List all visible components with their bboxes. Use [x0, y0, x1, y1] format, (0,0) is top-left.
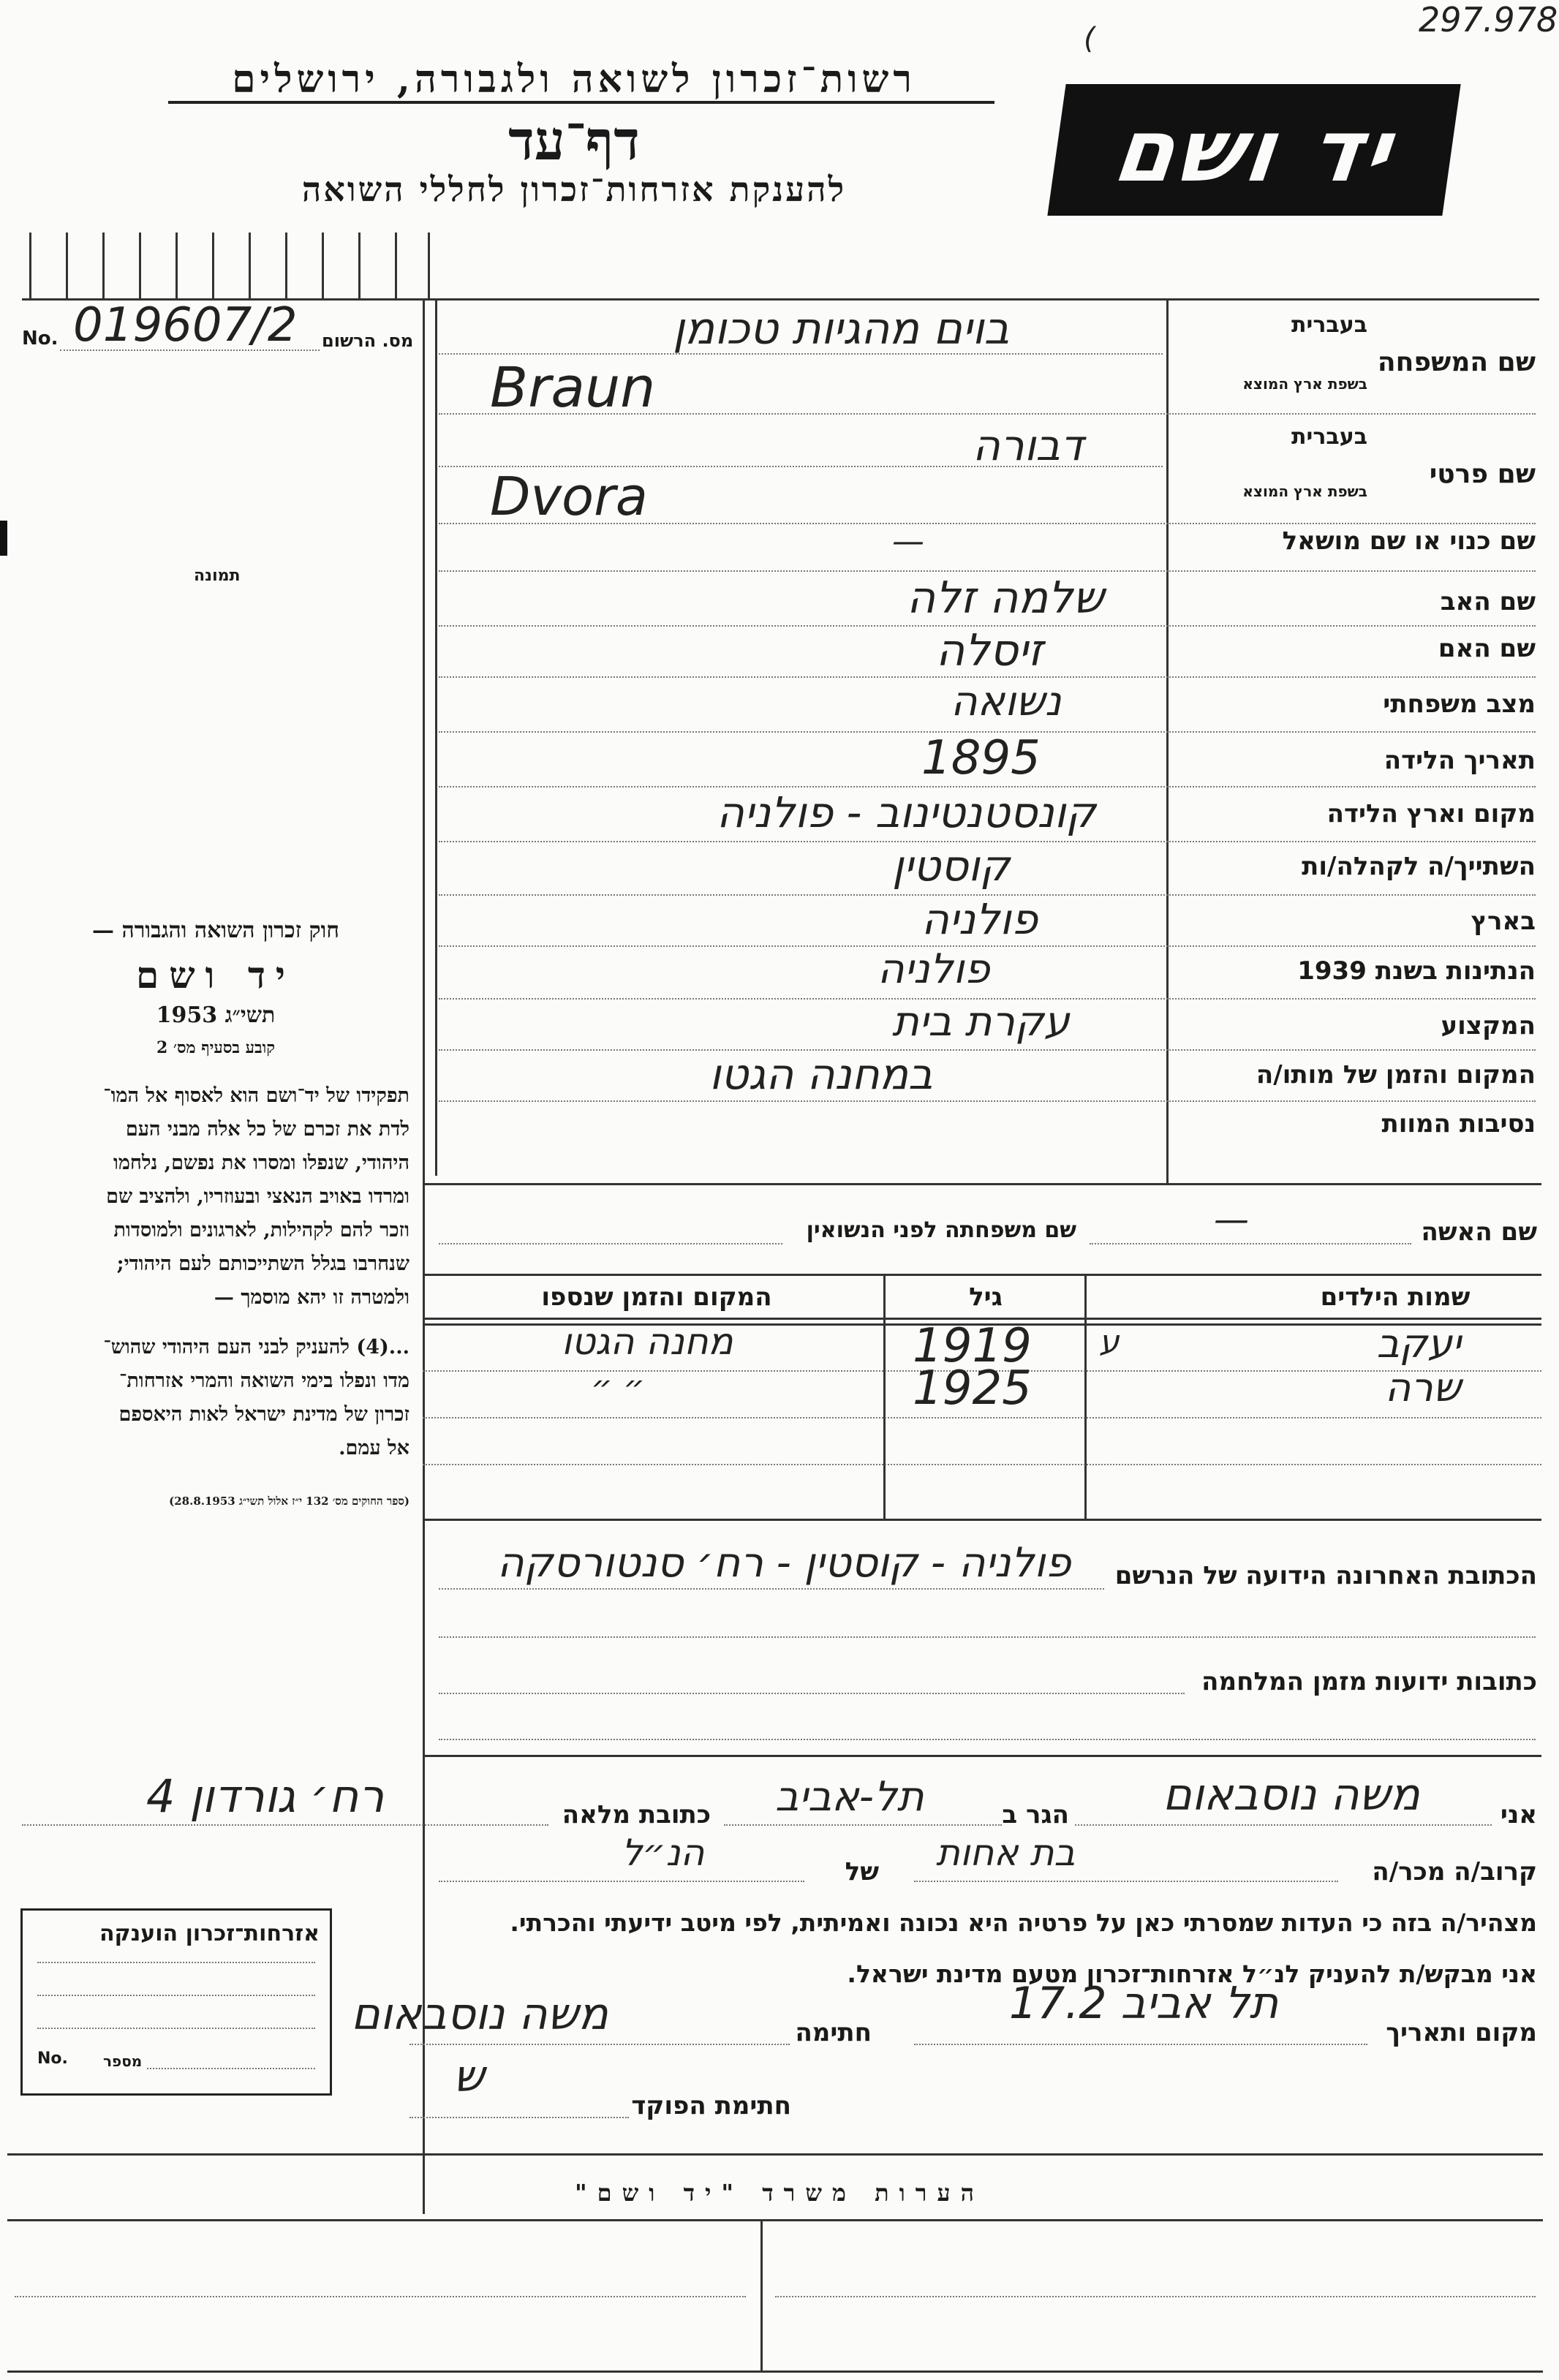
field-father-value: שלמה זלה: [907, 573, 1104, 624]
field-country-value: פולניה: [921, 894, 1038, 944]
declarant-i-label: אני: [1500, 1800, 1537, 1829]
margin-mark: [0, 521, 7, 556]
field-community-value: קוסטין: [892, 841, 1010, 891]
field-profession-value: עקרת בית: [892, 998, 1070, 1046]
field-marital-value: נשואה: [951, 678, 1062, 725]
field-first-name: [1177, 417, 1536, 523]
officer-label: חתימת הפוקד: [631, 2091, 791, 2120]
field-marital-label: מצב משפחתי: [1383, 690, 1536, 719]
citizenship-title: אזרחות־זכרון הוענקה: [99, 1921, 320, 1946]
office-notes-title: הערות משרד "יד ושם": [574, 2179, 985, 2207]
declarant-city: תל-אביב: [775, 1773, 924, 1821]
field-birthplace-label: מקום וארץ הלידה: [1326, 799, 1536, 828]
field-death-circumstances-label: נסיבות המוות: [1381, 1109, 1536, 1138]
photo-label: תמונה: [194, 567, 241, 585]
officer-value: ש: [453, 2051, 485, 2102]
form-subtitle: להענקת אזרחות־זכרון לחללי השואה: [301, 170, 847, 209]
law-line: תפקידו של יד־ושם הוא לאסוף אל המו־: [103, 1084, 409, 1107]
row-dots: [423, 1464, 1541, 1465]
field-mother-value: זיסלה: [936, 625, 1043, 676]
field-death-place-label: המקום והזמן של מותו/ה: [1256, 1060, 1536, 1089]
notes-dots: [15, 2296, 746, 2297]
spouse-dots: [1090, 1243, 1411, 1244]
children-header-age: גיל: [969, 1282, 1003, 1312]
field-community-label: השתייך/ה לקהלה/ות: [1302, 852, 1536, 881]
law-line: היהודי, שנפלו ומסרו את נפשם, נלחמו: [113, 1152, 409, 1174]
row-dots: [439, 413, 1536, 415]
box-dots: [37, 1995, 315, 1996]
field-citizenship-value: פולניה: [877, 945, 990, 993]
law-line: מדו ונפלו בימי השואה והמרי אזרחות־: [118, 1370, 409, 1392]
field-mother-label: שם האם: [1438, 634, 1536, 663]
field-profession-label: המקצוע: [1441, 1011, 1536, 1040]
citizenship-number-label: מספר: [103, 2052, 143, 2070]
declarant-of-label: של: [845, 1857, 879, 1886]
declarant-dots: [439, 1881, 804, 1882]
form-title: דף־עד: [508, 110, 640, 173]
war-address-label: כתובות ידועות מזמן המלחמה: [1201, 1667, 1537, 1696]
family-name-hebrew-value: בוים מהגיות טכומן: [673, 303, 1010, 355]
declarant-address-label: כתובת מלאה: [562, 1800, 711, 1829]
field-birthdate-value: 1895: [921, 731, 1041, 785]
declarant-dots: [22, 1824, 548, 1826]
citizenship-box: [20, 1908, 332, 2096]
declarant-name: משה נוסבאום: [1163, 1769, 1420, 1821]
law-name: יד ושם: [136, 953, 295, 997]
child-name: שרה: [1384, 1364, 1461, 1410]
law-line: אל עמם.: [339, 1437, 409, 1459]
citizenship-no-prefix: No.: [37, 2050, 68, 2068]
row-dots: [439, 570, 1536, 572]
registration-label: מס. הרשום: [322, 330, 414, 351]
left-frame-line: [423, 298, 425, 2214]
spouse-maiden-label: שם משפחתה לפני הנשואין: [806, 1217, 1076, 1243]
declarant-lives-label: הגר ב: [1002, 1800, 1069, 1829]
child-mark: ע: [1099, 1323, 1120, 1361]
field-sublabel-hebrew: בעברית: [1291, 424, 1367, 450]
row-dots: [423, 1417, 1541, 1418]
box-dots: [37, 1962, 315, 1963]
children-header-names: שמות הילדים: [1320, 1282, 1471, 1312]
declarant-dots: [409, 2044, 790, 2045]
notes-dots: [775, 2296, 1536, 2297]
notes-divider: [760, 2219, 763, 2373]
declarant-of-value: הנ״ל: [622, 1832, 705, 1874]
address-dots: [439, 1693, 1185, 1694]
row-dots: [439, 1100, 1536, 1102]
law-year: תשי״ג 1953: [156, 1002, 276, 1028]
declarant-dots: [914, 2044, 1367, 2045]
field-label: שם פרטי: [1429, 459, 1536, 489]
declarant-dots: [1075, 1824, 1492, 1826]
signature-value: משה נוסבאום: [351, 1989, 608, 2040]
children-header-place: המקום והזמן שנספו: [541, 1282, 772, 1312]
last-address-value: פולניה - קוסטין - רח׳ סנטורסקה: [497, 1539, 1071, 1587]
inner-frame-line: [435, 298, 437, 1176]
field-family-name: [1177, 303, 1536, 413]
field-sublabel-hebrew: בעברית: [1291, 312, 1367, 338]
pen-mark: (: [1084, 22, 1095, 56]
signature-label: חתימה: [795, 2018, 872, 2047]
declaration-text: מצהיר/ה בזה כי העדות שמסרתי כאן על פרטיה היא נכונה ואמיתית, לפי מיטב ידיעתי והכרתי.: [510, 1908, 1537, 1937]
child-age: 1925: [913, 1361, 1032, 1416]
law-title: חוק זכרון השואה והגבורה —: [92, 918, 339, 943]
children-bottom-rule: [423, 1519, 1541, 1521]
law-line: ומרדו באויב הנאצי ובעוזריו, ולהציב שם: [106, 1185, 409, 1208]
field-citizenship-label: הנתינות בשנת 1939: [1297, 956, 1536, 986]
law-clause: קובע בסעיף מס׳ 2: [156, 1038, 276, 1057]
field-father-label: שם האב: [1440, 587, 1536, 616]
declarant-relation: בת אחות: [936, 1832, 1076, 1874]
law-box: [22, 918, 409, 1508]
declarant-dots: [409, 2117, 629, 2118]
child-place: מחנה הגטו: [562, 1321, 733, 1363]
first-name-hebrew-value: דבורה: [973, 420, 1084, 470]
place-date-label: מקום ותאריך: [1386, 2018, 1537, 2047]
children-table: [423, 1274, 1541, 1519]
spouse-value: —: [1214, 1199, 1249, 1240]
law-citation: (ספר החוקים מס׳ 132 י״ז אלול תשי״ג 28.8.1953): [169, 1495, 409, 1508]
child-age: 1919: [913, 1319, 1032, 1373]
field-birthdate-label: תאריך הלידה: [1384, 746, 1536, 775]
archive-number: 297.978: [1419, 0, 1558, 39]
field-sublabel-origin: בשפת ארץ המוצא: [1242, 375, 1367, 393]
logo-text: יד ושם: [1108, 100, 1400, 201]
maiden-dots: [439, 1243, 782, 1244]
address-dots: [439, 1588, 1104, 1590]
law-line: שנחרבו בגלל השתייכותם לעם היהודי;: [116, 1253, 409, 1275]
registration-no-prefix: No.: [22, 328, 58, 350]
notes-bottom-rule: [7, 2370, 1543, 2373]
field-birthplace-value: קונסטנטינוב - פולניה: [717, 787, 1096, 837]
field-alias-label: שם כנוי או שם מושאל: [1282, 526, 1536, 556]
address-dots: [439, 1739, 1536, 1740]
child-place: ״ ״: [591, 1367, 645, 1407]
field-sublabel-origin: בשפת ארץ המוצא: [1242, 483, 1367, 500]
law-text: [22, 1079, 409, 1465]
declarant-dots: [914, 1881, 1338, 1882]
place-date-value: תל אביב 17.2: [1009, 1978, 1279, 2029]
field-country-label: בארץ: [1471, 907, 1536, 936]
notes-rule: [7, 2219, 1543, 2221]
field-label: שם המשפחה: [1377, 347, 1536, 377]
row-dots: [439, 1049, 1536, 1051]
row-dots: [439, 523, 1536, 524]
request-text: אני מבקש/ת להעניק לנ״ל אזרחות־זכרון מטעם מדינת ישראל.: [847, 1960, 1537, 1988]
box-dots: [147, 2068, 315, 2069]
table-row: [423, 1361, 1541, 1419]
declarant-dots: [724, 1824, 1002, 1826]
declarant-address: רח׳ גורדון 4: [146, 1769, 385, 1823]
spouse-label: שם האשה: [1421, 1217, 1537, 1247]
first-name-origin-value: Dvora: [490, 466, 648, 527]
field-death-place-value: במחנה הגטו: [709, 1049, 933, 1099]
address-bottom-rule: [423, 1755, 1541, 1757]
law-line: ולמטרה זו יהא מוסמך —: [214, 1286, 409, 1309]
ticks-row: [29, 233, 428, 298]
fields-bottom-rule: [423, 1183, 1541, 1185]
law-line: לדת את זכרם של כל אלה מבני העם: [125, 1118, 409, 1141]
notes-top-rule: [7, 2153, 1543, 2156]
declarant-relative-label: קרוב/ה מכר/ה: [1372, 1857, 1537, 1886]
child-name: יעקב: [1376, 1321, 1461, 1367]
last-address-label: הכתובת האחרונה הידועה של הנרשם: [1114, 1561, 1537, 1590]
box-dots: [37, 2028, 315, 2029]
law-line: ...(4) להעניק לבני העם היהודי שהוש־: [103, 1336, 409, 1359]
law-line: וזכר להם לקהילות, לארגונים ולמוסדות: [113, 1219, 409, 1242]
authority-name: רשות־זכרון לשואה ולגבורה, ירושלים: [232, 57, 916, 102]
law-line: זכרון של מדינת ישראל לאות היאספם: [118, 1403, 409, 1426]
registration-number: 019607/2: [73, 298, 298, 352]
yad-vashem-logo: [1047, 84, 1460, 216]
field-alias-value: —: [892, 523, 924, 560]
header-underline: [168, 101, 994, 104]
address-dots: [439, 1636, 1536, 1638]
family-name-origin-value: Braun: [490, 355, 656, 420]
